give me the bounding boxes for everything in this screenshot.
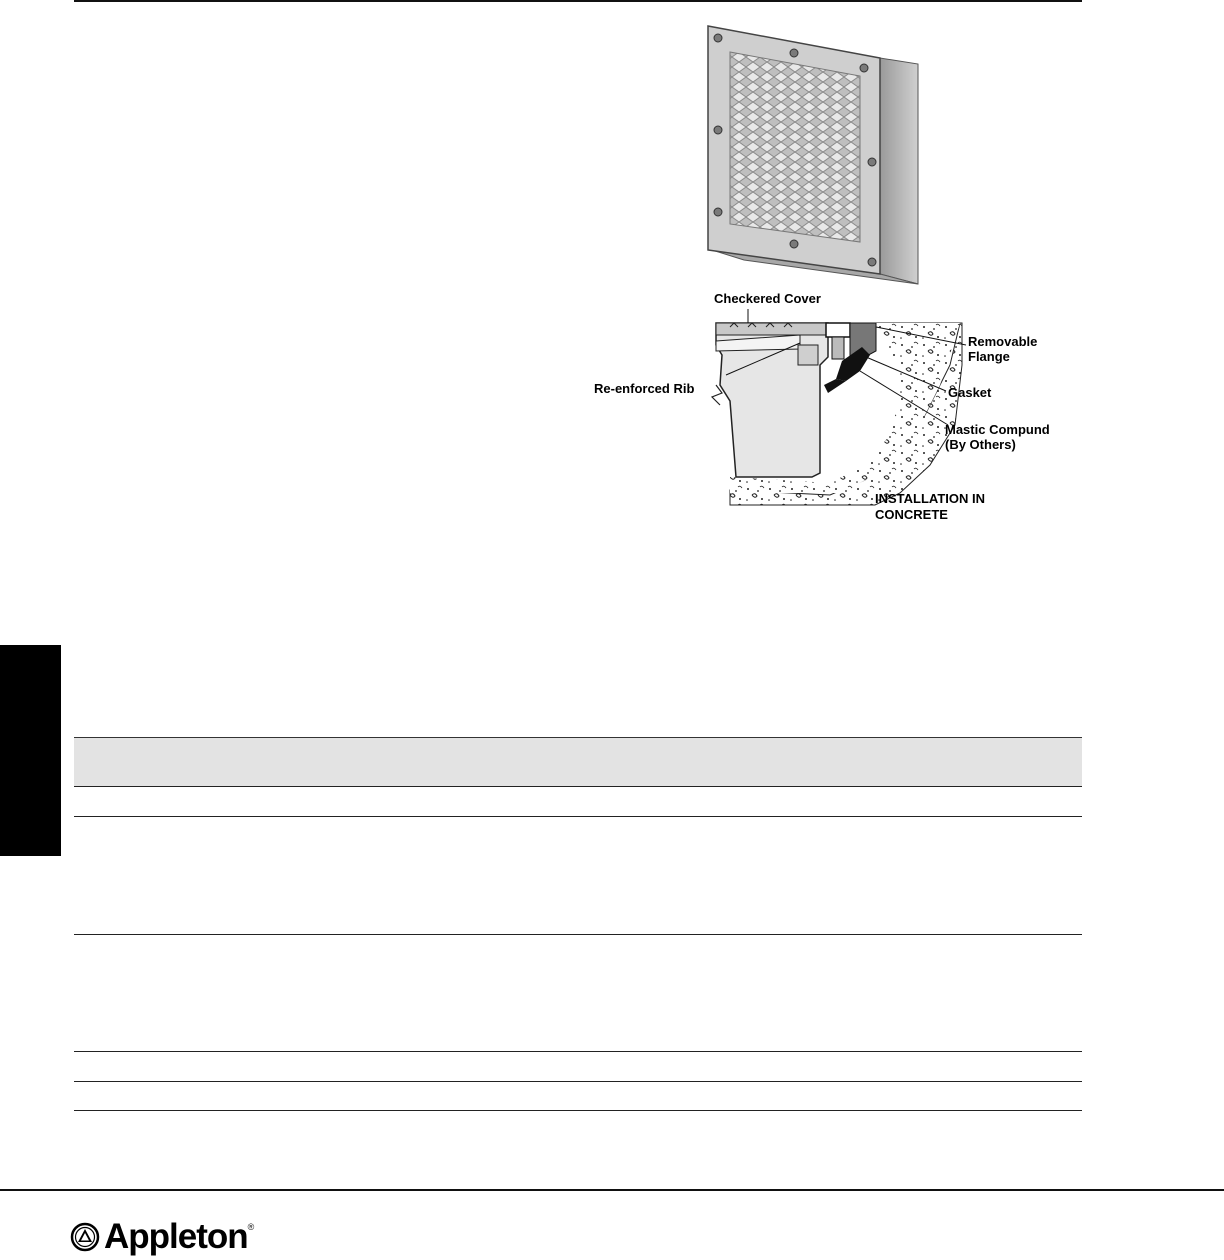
table-rule xyxy=(74,1110,1082,1111)
label-gasket: Gasket xyxy=(948,385,992,400)
appleton-logo xyxy=(70,1217,254,1257)
table-rule xyxy=(74,737,1082,738)
label-checkered-cover: Checkered Cover xyxy=(714,291,821,306)
label-removable-flange-1: Removable xyxy=(968,334,1038,349)
table-rule xyxy=(74,786,1082,787)
label-installation-2: CONCRETE xyxy=(875,507,948,522)
label-reinforced-rib: Re-enforced Rib xyxy=(594,381,695,396)
label-mastic-1: Mastic Compund xyxy=(945,422,1050,437)
product-photo xyxy=(704,22,924,290)
checkered-cover-box-photo-icon xyxy=(704,22,924,290)
table-rule xyxy=(74,1081,1082,1082)
label-mastic-2: (By Others) xyxy=(945,437,1016,452)
brand-name: Appleton xyxy=(104,1217,248,1256)
label-installation-1: INSTALLATION IN xyxy=(875,491,986,506)
section-side-tab xyxy=(0,645,61,856)
label-removable-flange-2: Flange xyxy=(968,349,1010,364)
table-rule xyxy=(74,1051,1082,1052)
table-header-row xyxy=(74,738,1082,786)
table-rule xyxy=(74,934,1082,935)
footer-rule xyxy=(0,1189,1224,1191)
appleton-triangle-logo-icon xyxy=(70,1222,100,1252)
table-rule xyxy=(74,816,1082,817)
registered-mark: ® xyxy=(247,1222,255,1232)
top-rule xyxy=(74,0,1082,2)
